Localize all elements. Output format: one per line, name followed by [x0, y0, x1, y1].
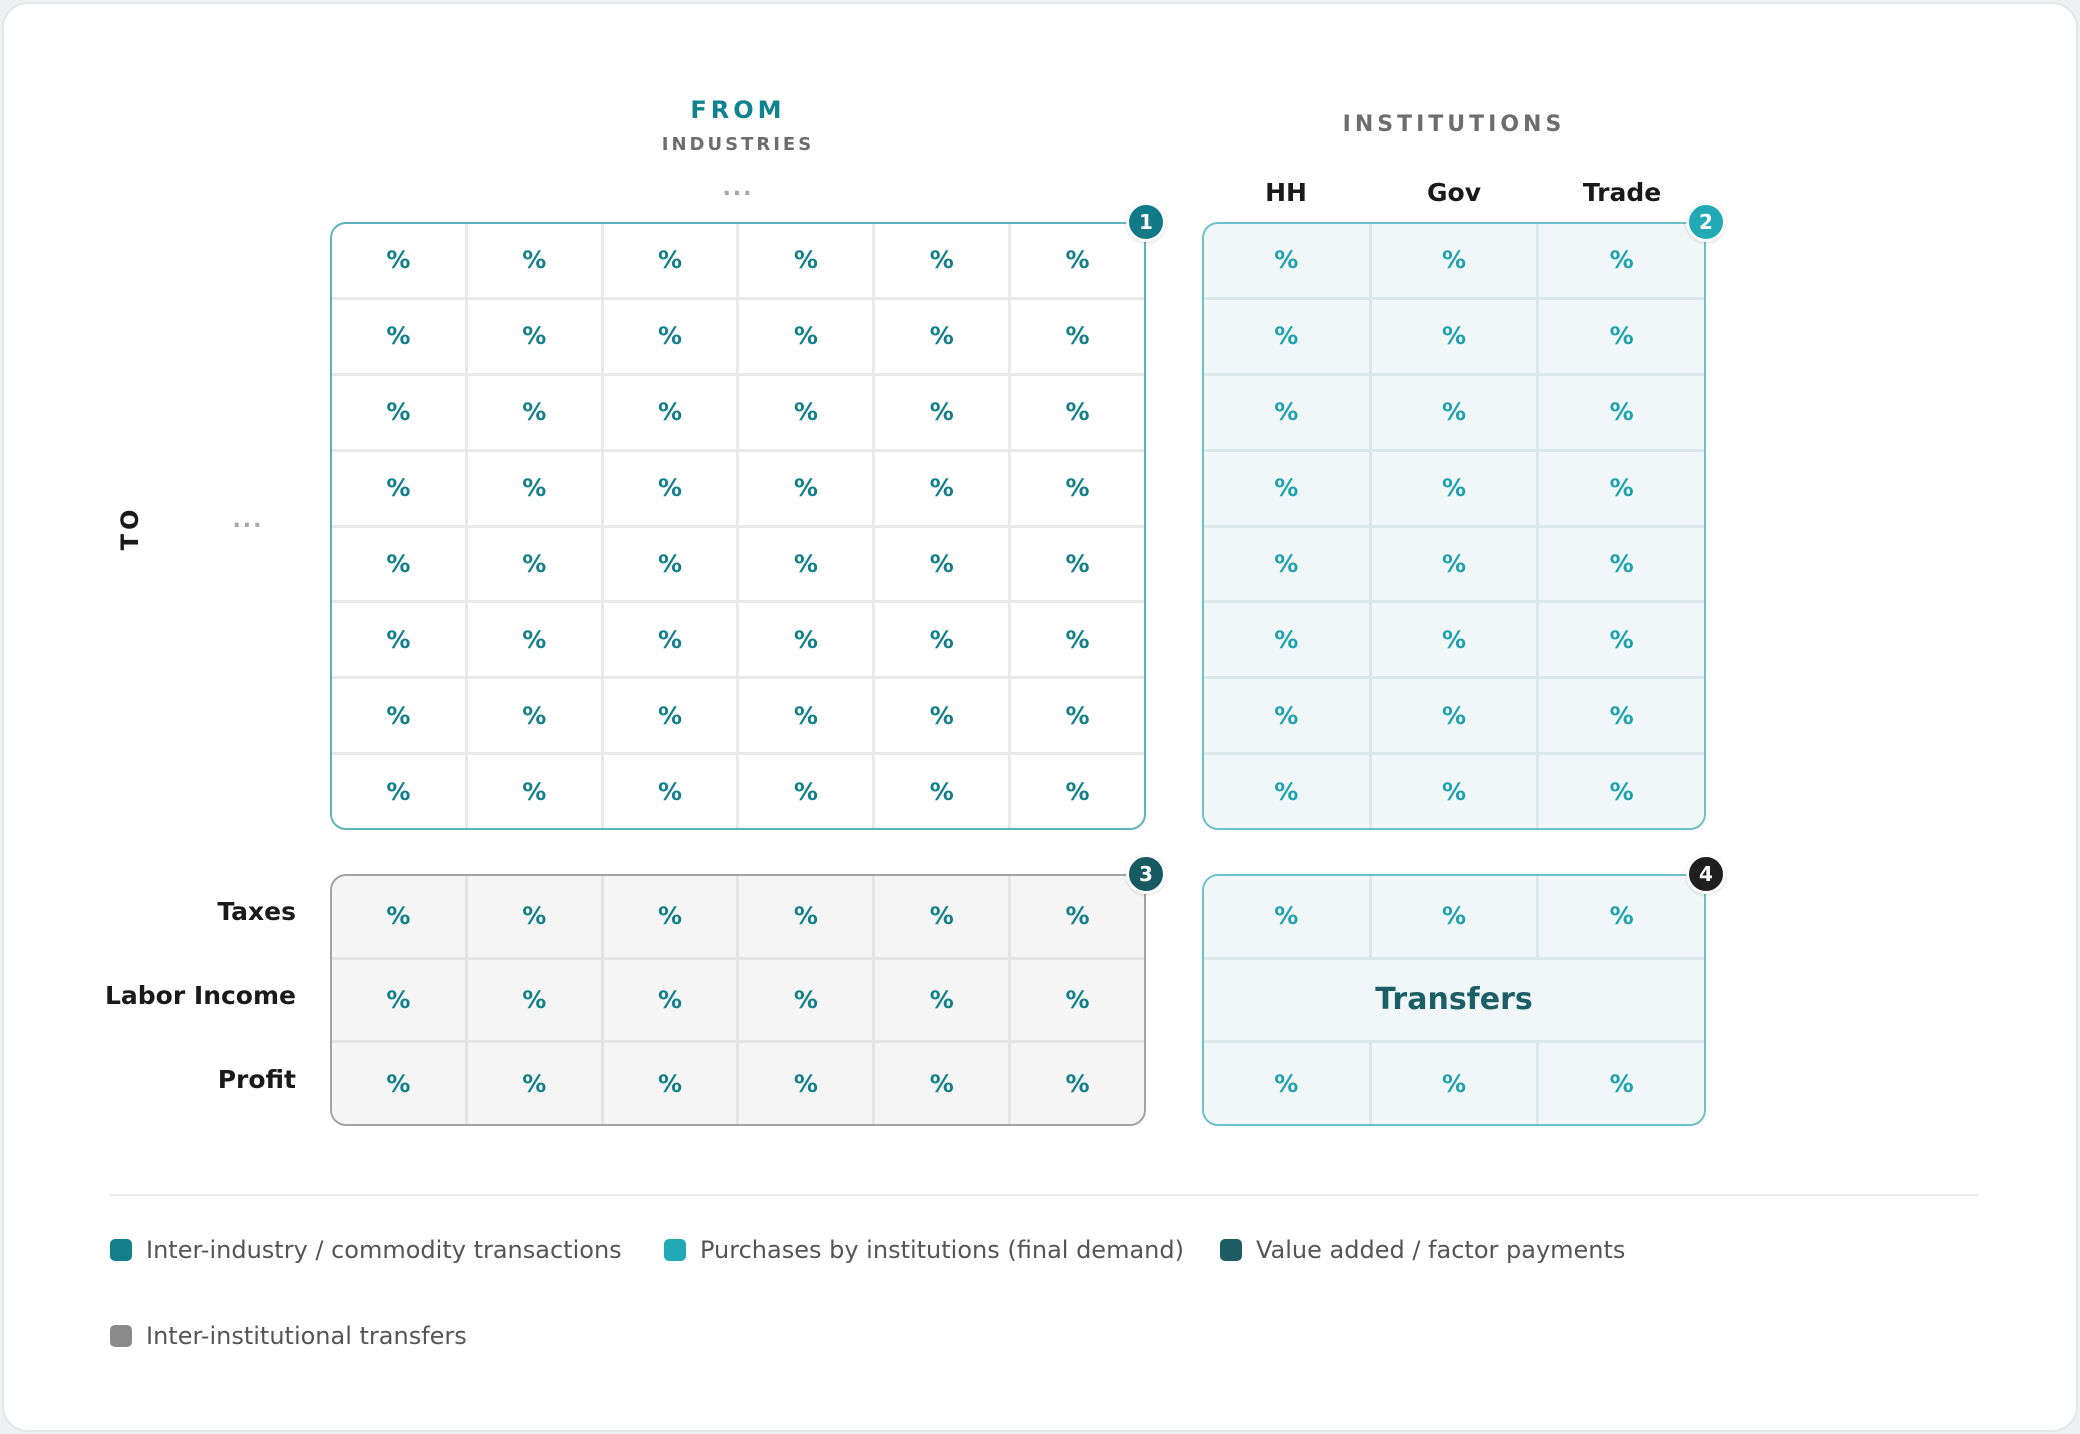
- quadrant-3-badge: 3: [1126, 854, 1166, 894]
- matrix-cell: %: [468, 960, 601, 1041]
- matrix-cell: %: [1204, 376, 1369, 449]
- diagram-card: [2, 2, 2078, 1432]
- matrix-cell: %: [1011, 603, 1144, 676]
- matrix-cell: %: [468, 876, 601, 957]
- matrix-cell: %: [875, 679, 1008, 752]
- matrix-cell: %: [1372, 528, 1537, 601]
- matrix-cell: %: [739, 528, 872, 601]
- matrix-cell: %: [1539, 876, 1704, 957]
- matrix-cell: %: [875, 376, 1008, 449]
- matrix-cell: %: [604, 960, 737, 1041]
- quadrant-final-demand: [1202, 222, 1706, 830]
- matrix-cell: %: [1372, 603, 1537, 676]
- matrix-cell: %: [1011, 376, 1144, 449]
- matrix-cell: %: [604, 300, 737, 373]
- legend-item-final-demand: [664, 1236, 1184, 1264]
- matrix-cell: %: [1011, 528, 1144, 601]
- legend-swatch: [664, 1239, 686, 1261]
- matrix-cell: %: [1204, 876, 1369, 957]
- legend-swatch: [110, 1239, 132, 1261]
- matrix-cell: %: [1372, 300, 1537, 373]
- industries-heading: INDUSTRIES: [661, 134, 815, 155]
- institutions-heading: INSTITUTIONS: [1342, 112, 1566, 137]
- matrix-cell: %: [332, 376, 465, 449]
- matrix-cell: %: [468, 224, 601, 297]
- legend-divider: [110, 1194, 1978, 1196]
- matrix-cell: %: [1204, 603, 1369, 676]
- matrix-cell: %: [875, 300, 1008, 373]
- matrix-cell: %: [1204, 224, 1369, 297]
- legend-label: Inter-institutional transfers: [146, 1322, 467, 1350]
- matrix-cell: %: [604, 452, 737, 525]
- matrix-cell: %: [468, 1043, 601, 1124]
- matrix-cell: %: [1011, 960, 1144, 1041]
- matrix-cell: %: [875, 1043, 1008, 1124]
- matrix-cell: %: [468, 300, 601, 373]
- matrix-cell: %: [332, 960, 465, 1041]
- matrix-cell: %: [604, 376, 737, 449]
- matrix-cell: %: [1204, 1043, 1369, 1124]
- industries-ellipsis: ...: [722, 176, 754, 201]
- matrix-cell: %: [332, 300, 465, 373]
- matrix-cell: %: [468, 755, 601, 828]
- matrix-cell: %: [1011, 1043, 1144, 1124]
- matrix-cell: %: [739, 876, 872, 957]
- quadrant-inter-industry: [330, 222, 1146, 830]
- matrix-cell: %: [332, 452, 465, 525]
- quadrant-transfers: [1202, 874, 1706, 1126]
- matrix-cell: %: [604, 528, 737, 601]
- matrix-cell: %: [604, 755, 737, 828]
- matrix-cell: %: [739, 960, 872, 1041]
- column-header-hh: HH: [1265, 178, 1307, 207]
- row-label-profit: Profit: [217, 1065, 296, 1094]
- from-heading: FROM: [690, 96, 786, 124]
- legend-label: Inter-industry / commodity transactions: [146, 1236, 622, 1264]
- matrix-cell: %: [875, 224, 1008, 297]
- matrix-cell: %: [1372, 1043, 1537, 1124]
- matrix-cell: %: [875, 528, 1008, 601]
- legend-item-inter-industry: [110, 1236, 622, 1264]
- matrix-cell: %: [332, 603, 465, 676]
- matrix-cell: %: [1011, 224, 1144, 297]
- matrix-cell: %: [604, 603, 737, 676]
- matrix-cell: %: [1204, 528, 1369, 601]
- matrix-cell: %: [739, 224, 872, 297]
- matrix-cell: %: [604, 876, 737, 957]
- matrix-cell: %: [875, 603, 1008, 676]
- matrix-cell: %: [739, 679, 872, 752]
- matrix-cell: %: [332, 679, 465, 752]
- legend-item-value-added: [1220, 1236, 1625, 1264]
- matrix-cell: %: [1204, 755, 1369, 828]
- matrix-cell: %: [1539, 603, 1704, 676]
- matrix-cell: %: [604, 224, 737, 297]
- legend-label: Value added / factor payments: [1256, 1236, 1626, 1264]
- matrix-cell: %: [604, 1043, 737, 1124]
- matrix-cell: %: [1539, 755, 1704, 828]
- matrix-cell: %: [1372, 876, 1537, 957]
- matrix-cell: %: [1011, 452, 1144, 525]
- to-heading: TO: [116, 505, 144, 551]
- matrix-cell: %: [1011, 876, 1144, 957]
- legend-swatch: [1220, 1239, 1242, 1261]
- matrix-cell: %: [875, 755, 1008, 828]
- matrix-cell: %: [739, 452, 872, 525]
- legend-swatch: [110, 1325, 132, 1347]
- matrix-cell: %: [332, 876, 465, 957]
- row-label-labor-income: Labor Income: [104, 981, 296, 1010]
- matrix-cell: %: [1539, 528, 1704, 601]
- matrix-cell: %: [1539, 1043, 1704, 1124]
- matrix-cell: %: [1011, 755, 1144, 828]
- matrix-cell: %: [1204, 452, 1369, 525]
- matrix-cell: %: [875, 452, 1008, 525]
- row-label-taxes: Taxes: [217, 897, 296, 926]
- quadrant-1-badge: 1: [1126, 202, 1166, 242]
- matrix-cell: %: [875, 960, 1008, 1041]
- matrix-cell: %: [1372, 755, 1537, 828]
- column-header-trade: Trade: [1582, 178, 1662, 207]
- matrix-cell: %: [1372, 376, 1537, 449]
- column-header-gov: Gov: [1427, 178, 1481, 207]
- quadrant-value-added: [330, 874, 1146, 1126]
- transfers-label: Transfers: [1204, 960, 1704, 1041]
- legend-item-transfers: [110, 1322, 467, 1350]
- matrix-cell: %: [739, 376, 872, 449]
- matrix-cell: %: [1539, 300, 1704, 373]
- matrix-cell: %: [468, 376, 601, 449]
- matrix-cell: %: [332, 528, 465, 601]
- matrix-cell: %: [1204, 679, 1369, 752]
- matrix-cell: %: [739, 300, 872, 373]
- matrix-cell: %: [1372, 679, 1537, 752]
- matrix-cell: %: [468, 528, 601, 601]
- matrix-cell: %: [739, 755, 872, 828]
- matrix-cell: %: [739, 1043, 872, 1124]
- matrix-cell: %: [332, 1043, 465, 1124]
- matrix-cell: %: [1372, 452, 1537, 525]
- matrix-cell: %: [468, 452, 601, 525]
- quadrant-2-badge: 2: [1686, 202, 1726, 242]
- matrix-cell: %: [1011, 300, 1144, 373]
- rows-ellipsis: ...: [232, 508, 264, 533]
- matrix-cell: %: [1539, 679, 1704, 752]
- matrix-cell: %: [1539, 376, 1704, 449]
- matrix-cell: %: [1539, 452, 1704, 525]
- matrix-cell: %: [468, 679, 601, 752]
- matrix-cell: %: [739, 603, 872, 676]
- matrix-cell: %: [875, 876, 1008, 957]
- matrix-cell: %: [468, 603, 601, 676]
- matrix-cell: %: [1011, 679, 1144, 752]
- matrix-cell: %: [1204, 300, 1369, 373]
- matrix-cell: %: [604, 679, 737, 752]
- matrix-cell: %: [1539, 224, 1704, 297]
- quadrant-4-badge: 4: [1686, 854, 1726, 894]
- matrix-cell: %: [332, 755, 465, 828]
- matrix-cell: %: [1372, 224, 1537, 297]
- matrix-cell: %: [332, 224, 465, 297]
- legend-label: Purchases by institutions (final demand): [700, 1236, 1184, 1264]
